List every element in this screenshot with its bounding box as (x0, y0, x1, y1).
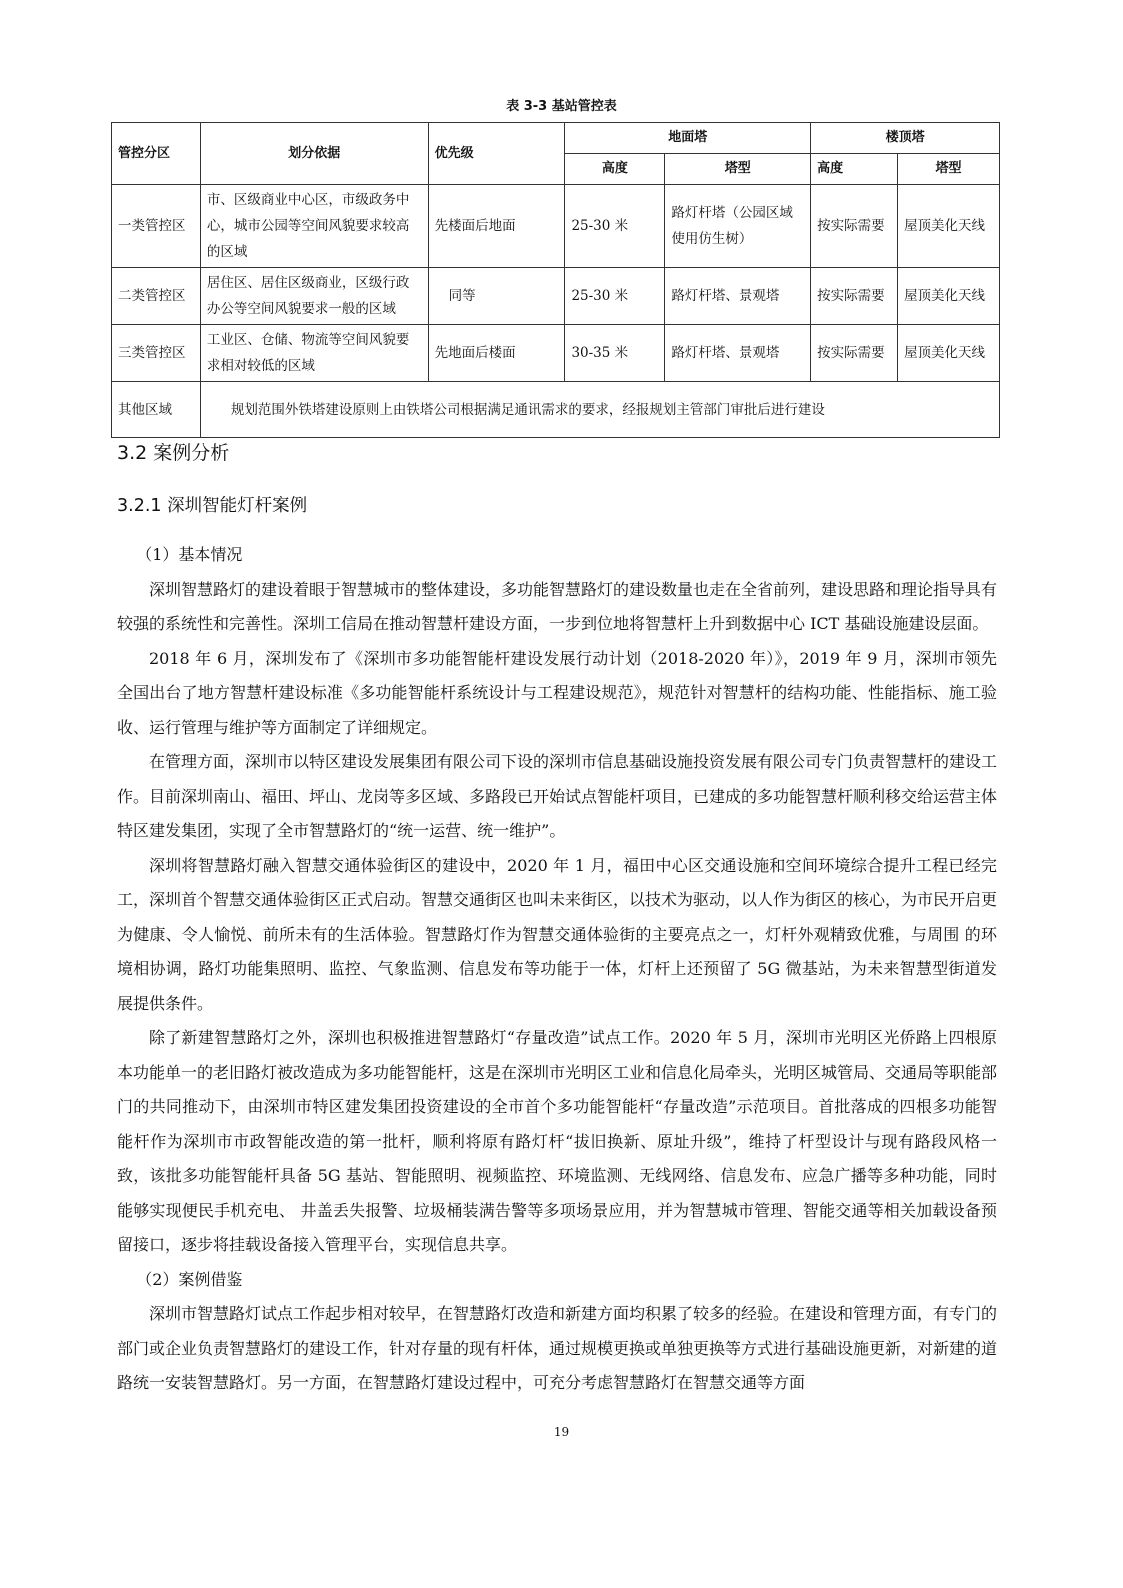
section-heading: 3.2 案例分析 (117, 442, 230, 464)
cell-roof-type: 屋顶美化天线 (898, 185, 1000, 268)
cell-ground-height: 25-30 米 (565, 185, 665, 268)
base-station-control-table (111, 122, 1000, 438)
page-number: 19 (553, 1425, 570, 1439)
cell-roof-type: 屋顶美化天线 (898, 325, 1000, 382)
paragraph: 深圳将智慧路灯融入智慧交通体验街区的建设中，2020 年 1 月，福田中心区交通设施和空间环境综合提升工程已经完工，深圳首个智慧交通体验街区正式启动。智慧交通街区也叫未来街区，以技术为驱动，以人作为街区的核心，为市民开启更为健康、令人愉悦、前所未有的生活体验。智慧路灯作为智慧交通体验街的主要亮点之一，灯杆外观精致优雅，与周围 的环境相协调，路灯功能集照明、监控、气象监测、信息发布等功能于一体，灯杆上还预留了 5G 微基站，为未来智慧型街道发展提供条件。 (117, 855, 998, 1013)
header-roof-height: 高度 (811, 154, 898, 185)
paragraph: 2018 年 6 月，深圳发布了《深圳市多功能智能杆建设发展行动计划（2018-2020 年）》，2019 年 9 月，深圳市领先全国出台了地方智慧杆建设标准《多功能智能杆系统设计与工程建设规范》，规范针对智慧杆的结构功能、性能指标、施工验收、运行管理与维护等方面制定了详细规定。 (117, 648, 997, 737)
cell-ground-type: 路灯杆塔（公园区域使用仿生树） (665, 185, 811, 268)
paragraph: 深圳市智慧路灯试点工作起步相对较早，在智慧路灯改造和新建方面均积累了较多的经验。在建设和管理方面，有专门的部门或企业负责智慧路灯的建设工作，针对存量的现有杆体，通过规模更换或单独更换等方式进行基础设施更新，对新建的道路统一安装智慧路灯。另一方面，在智慧路灯建设过程中，可充分考虑智慧路灯在智慧交通等方面 (117, 1304, 998, 1392)
table-row (112, 268, 1000, 325)
header-ground-tower: 地面塔 (565, 123, 811, 154)
cell-priority: 先楼面后地面 (428, 185, 565, 268)
table-row (112, 185, 1000, 268)
table-row-other (112, 382, 1000, 438)
header-roof-type: 塔型 (898, 154, 1000, 185)
header-zone: 管控分区 (112, 123, 201, 185)
paragraph-subheading: （2）案例借鉴 (136, 1269, 243, 1289)
cell-ground-type: 路灯杆塔、景观塔 (665, 325, 811, 382)
cell-roof-height: 按实际需要 (811, 268, 898, 325)
table-caption: 表 3-3 基站管控表 (506, 99, 617, 114)
paragraph: 在管理方面，深圳市以特区建设发展集团有限公司下设的深圳市信息基础设施投资发展有限公司专门负责智慧杆的建设工作。目前深圳南山、福田、坪山、龙岗等多区域、多路段已开始试点智能杆项目，已建成的多功能智慧杆顺利移交给运营主体特区建发集团，实现了全市智慧路灯的“统一运营、统一维护”。 (117, 752, 998, 840)
cell-other-text: 规划范围外铁塔建设原则上由铁塔公司根据满足通讯需求的要求，经报规划主管部门审批后进行建设 (200, 382, 999, 438)
cell-zone: 二类管控区 (112, 268, 201, 325)
cell-basis: 市、区级商业中心区，市级政务中心，城市公园等空间风貌要求较高的区域 (200, 185, 428, 268)
cell-basis: 工业区、仓储、物流等空间风貌要求相对较低的区域 (200, 325, 428, 382)
cell-roof-height: 按实际需要 (811, 185, 898, 268)
cell-ground-type: 路灯杆塔、景观塔 (665, 268, 811, 325)
cell-ground-height: 25-30 米 (565, 268, 665, 325)
cell-roof-height: 按实际需要 (811, 325, 898, 382)
paragraph-subheading: （1）基本情况 (136, 545, 243, 564)
table-row (112, 325, 1000, 382)
paragraph: 除了新建智慧路灯之外，深圳也积极推进智慧路灯“存量改造”试点工作。2020 年 5 月，深圳市光明区光侨路上四根原本功能单一的老旧路灯被改造成为多功能智能杆，这是在深圳市光明区工业和信息化局牵头，光明区城管局、交通局等职能部门的共同推动下，由深圳市特区建发集团投资建设的全市首个多功能智能杆“存量改造”示范项目。首批落成的四根多功能智能杆作为深圳市市政智能改造的第一批杆，顺利将原有路灯杆“拔旧换新、原址升级”，维持了杆型设计与现有路段风格一致，该批多功能智能杆具备 5G 基站、智能照明、视频监控、环境监测、无线网络、信息发布、应急广播等多种功能，同时能够实现便民手机充电、 井盖丢失报警、垃圾桶装满告警等多项场景应用，并为智慧城市管理、智能交通等相关加载设备预留接口，逐步将挂载设备接入管理平台，实现信息共享。 (117, 1028, 998, 1254)
cell-roof-type: 屋顶美化天线 (898, 268, 1000, 325)
subsection-heading: 3.2.1 深圳智能灯杆案例 (117, 496, 308, 516)
cell-zone: 三类管控区 (112, 325, 201, 382)
header-basis: 划分依据 (200, 123, 428, 185)
header-ground-height: 高度 (565, 154, 665, 185)
body-text (117, 538, 997, 1401)
cell-zone: 一类管控区 (112, 185, 201, 268)
header-roof-tower: 楼顶塔 (811, 123, 1000, 154)
cell-priority: 先地面后楼面 (428, 325, 565, 382)
header-priority: 优先级 (428, 123, 565, 185)
cell-ground-height: 30-35 米 (565, 325, 665, 382)
cell-zone: 其他区域 (112, 382, 201, 438)
paragraph: 深圳智慧路灯的建设着眼于智慧城市的整体建设，多功能智慧路灯的建设数量也走在全省前列，建设思路和理论指导具有较强的系统性和完善性。深圳工信局在推动智慧杆建设方面，一步到位地将智慧杆上升到数据中心 ICT 基础设施建设层面。 (117, 579, 998, 633)
cell-basis: 居住区、居住区级商业，区级行政办公等空间风貌要求一般的区域 (200, 268, 428, 325)
cell-priority: 同等 (428, 268, 565, 325)
header-ground-type: 塔型 (665, 154, 811, 185)
